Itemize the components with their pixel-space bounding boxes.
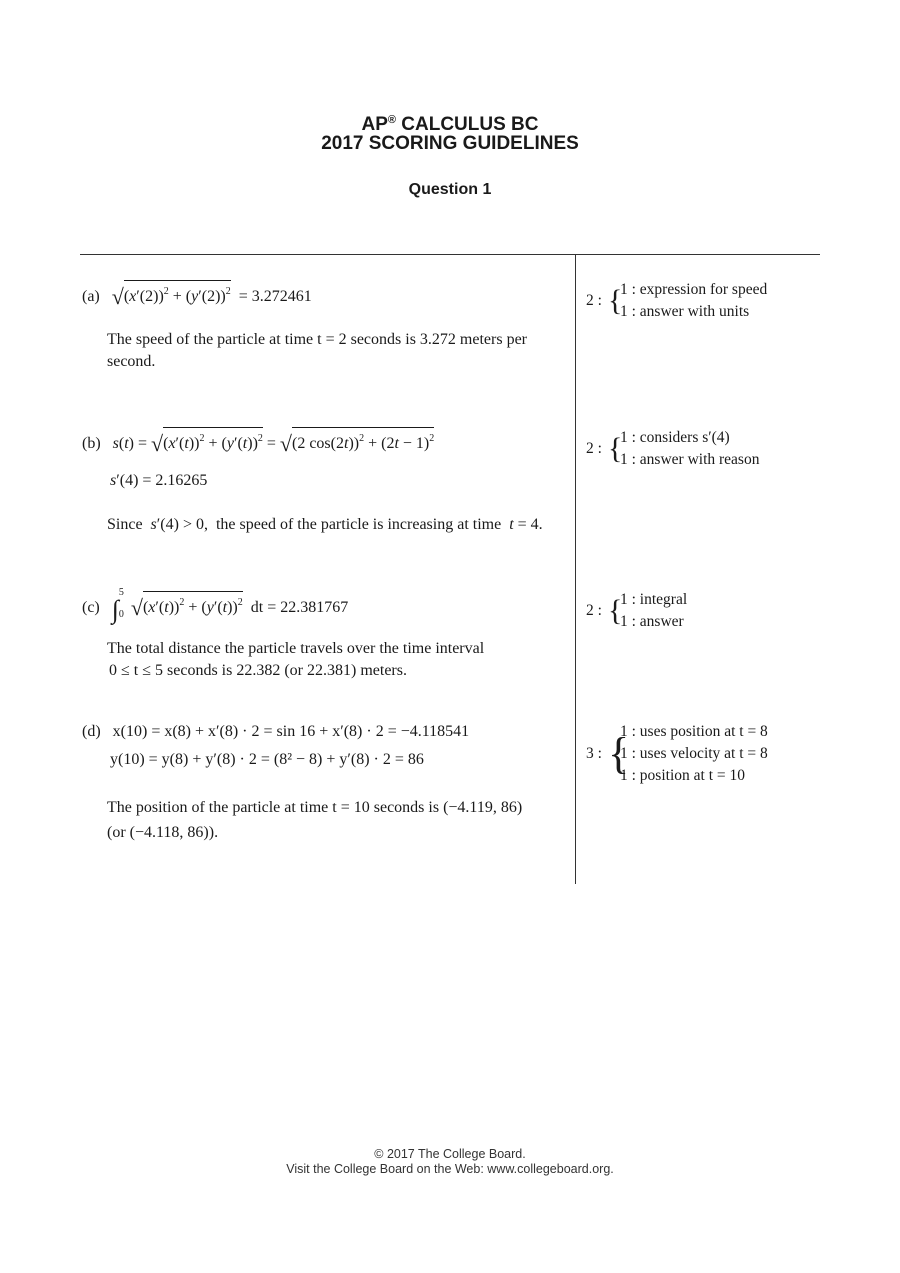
- part-b-derivative: s′(4) = 2.16265: [110, 472, 208, 489]
- part-d-x-equation: (d) x(10) = x(8) + x′(8) · 2 = sin 16 + x′(8) · 2 = −4.118541: [82, 723, 470, 740]
- page-title: AP® CALCULUS BC: [361, 114, 539, 135]
- part-d-answer: The position of the particle at time t = 10 seconds is (−4.119, 86) (or (−4.118, 86)).: [107, 799, 523, 841]
- footer-link-text: Visit the College Board on the Web: www.collegeboard.org.: [286, 1162, 614, 1176]
- copyright: © 2017 The College Board.: [374, 1147, 526, 1161]
- part-b-answer: Since s′(4) > 0, the speed of the particle is increasing at time t = 4.: [107, 516, 543, 533]
- part-a-equation: (a) $√(x'(2))^2 + (y'(2))^2 = 3.272461$: [82, 280, 312, 307]
- part-b-equation: (b) $s(t) = √(x'(t))^2 + (y'(t))^2 = √(2$ $\cos(2t))^2 + (2t - 1)^2$: [82, 427, 434, 454]
- page-subtitle: 2017 SCORING GUIDELINES: [321, 133, 579, 154]
- vertical-divider: [575, 254, 576, 884]
- question-heading: Question 1: [408, 181, 492, 198]
- part-c-answer: The total distance the particle travels over the time interval 0 ≤ t ≤ 5 seconds is 22.382 (or 22.381) meters.: [107, 640, 485, 679]
- part-d-y-equation: y(10) = y(8) + y′(8) · 2 = (8² − 8) + y′(8) · 2 = 86: [110, 751, 424, 768]
- part-a-answer: The speed of the particle at time t = 2 seconds is 3.272 meters per second.: [107, 331, 528, 370]
- part-c-equation: (c) ∫ 5 0 $√(x'(t))^2 + (y'(t))^2$ dt = 22.381767: [82, 587, 349, 624]
- horizontal-divider: [80, 254, 820, 255]
